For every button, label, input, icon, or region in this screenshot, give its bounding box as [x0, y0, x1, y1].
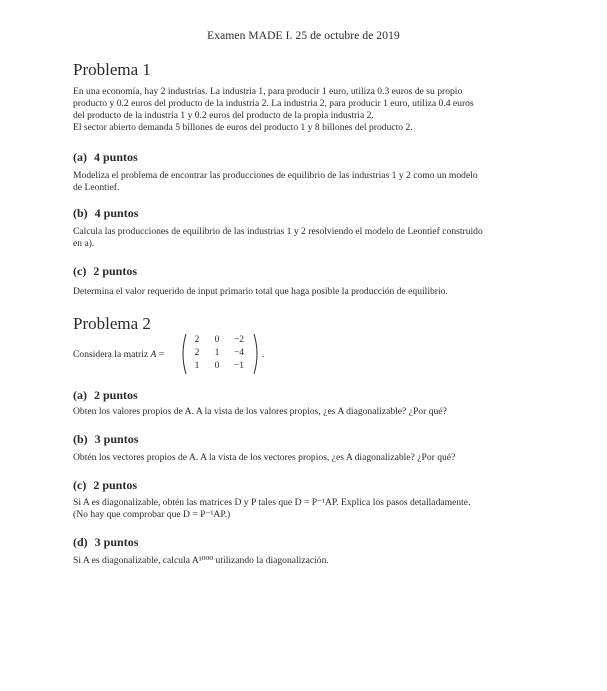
matrix-cell: 2	[194, 348, 200, 358]
problem-2-part-a-title	[73, 388, 138, 403]
problem-2-part-d-text	[73, 555, 533, 567]
part-text-line: Calcula las producciones de equilibrio de las industrias 1 y 2 resolviendo el modelo de Leontief construido	[73, 226, 483, 237]
matrix-intro-text: Considera la matriz	[73, 349, 149, 360]
problem-2-part-a-text	[73, 406, 533, 418]
part-label: (b)	[73, 432, 88, 446]
problem-2-part-b-title	[73, 432, 138, 447]
intro-line: El sector abierto demanda 5 billones de euros del producto 1 y 8 billones del producto 2.	[73, 122, 413, 133]
problem-1-part-b-title	[73, 206, 138, 221]
problem-2-part-c-text	[73, 497, 533, 521]
matrix-cell: −2	[233, 335, 245, 345]
matrix-A	[180, 333, 260, 375]
part-points: 2 puntos	[93, 264, 138, 278]
part-text-line: Si A es diagonalizable, calcula A¹⁰⁰⁰ utilizando la diagonalización.	[73, 555, 329, 566]
matrix-cell: 2	[194, 335, 200, 345]
part-text-line: en a).	[73, 238, 95, 249]
exam-header: Examen MADE I. 25 de octubre de 2019	[207, 30, 400, 42]
part-label: (d)	[73, 535, 88, 549]
part-text-line: Modeliza el problema de encontrar las producciones de equilibrio de las industrias 1 y 2 como un modelo	[73, 170, 478, 181]
problem-2-part-c-title	[73, 478, 137, 493]
matrix-cell: 1	[194, 361, 200, 371]
problem-1-part-b-text	[73, 226, 533, 250]
part-points: 3 puntos	[94, 432, 139, 446]
matrix-period: .	[262, 349, 265, 360]
problem-1-part-c-text	[73, 286, 533, 298]
intro-line: producto y 0.2 euros del producto de la industria 2. La industria 2, para producir 1 euro, utiliza 0.4 euros	[73, 98, 474, 109]
part-text-line: Obtén los vectores propios de A. A la vista de los vectores propios, ¿es A diagonalizable? ¿Por qué?	[73, 452, 456, 463]
part-label: (a)	[73, 150, 87, 164]
problem-2-part-d-title	[73, 535, 138, 550]
problem-2-part-b-text	[73, 452, 533, 464]
part-points: 3 puntos	[94, 535, 139, 549]
part-text-line: de Leontief.	[73, 182, 120, 193]
problem-1-part-a-text	[73, 170, 533, 194]
intro-line: En una economía, hay 2 industrias. La industria 1, para producir 1 euro, utiliza 0.3 euros de su propio	[73, 86, 463, 97]
problem-1-title: Problema 1	[73, 60, 151, 79]
intro-line: del producto de la industria 1 y 0.2 euros del producto de la propia industria 2.	[73, 110, 374, 121]
matrix-cell: −4	[233, 348, 245, 358]
matrix-symbol: A	[150, 349, 157, 360]
matrix-cell: 1	[214, 348, 220, 358]
part-label: (b)	[73, 206, 88, 220]
problem-1-part-a-title	[73, 150, 138, 165]
part-text-line: Si A es diagonalizable, obtén las matrices D y P tales que D = P⁻¹AP. Explica los pasos detalladamente.	[73, 497, 471, 508]
part-points: 4 puntos	[94, 206, 139, 220]
matrix-cell: 0	[214, 361, 220, 371]
problem-1-part-c-title	[73, 264, 137, 279]
matrix-cell: −1	[233, 361, 245, 371]
matrix-cell: 0	[214, 335, 220, 345]
part-label: (c)	[73, 478, 87, 492]
part-points: 2 puntos	[93, 478, 138, 492]
part-label: (a)	[73, 388, 87, 402]
part-text-line: Determina el valor requerido de input primario total que haga posible la producción de equilibrio.	[73, 286, 448, 297]
matrix-intro	[73, 349, 164, 360]
part-points: 4 puntos	[94, 150, 138, 164]
equals-sign: =	[158, 349, 165, 360]
part-label: (c)	[73, 264, 87, 278]
problem-1-intro	[73, 86, 533, 134]
problem-2-title: Problema 2	[73, 314, 151, 333]
part-points: 2 puntos	[94, 388, 138, 402]
part-text-line: (No hay que comprobar que D = P⁻¹AP.)	[73, 509, 231, 520]
part-text-line: Obten los valores propios de A. A la vista de los valores propios, ¿es A diagonalizable? ¿Por qué?	[73, 406, 447, 417]
